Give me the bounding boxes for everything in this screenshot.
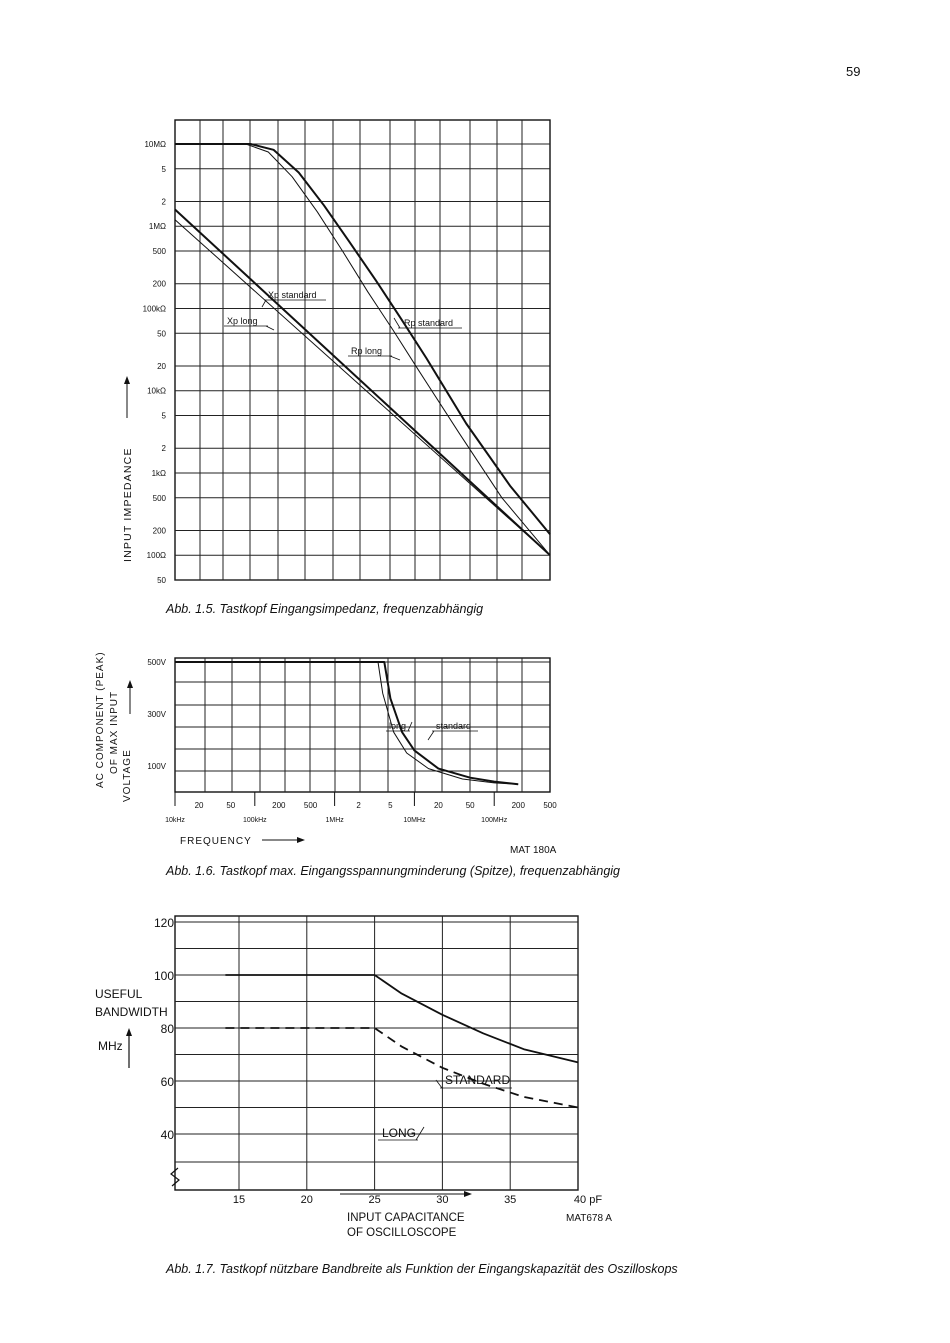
bandwidth-y-tick-label: 40 bbox=[160, 1128, 174, 1142]
bandwidth-y-axis-label bbox=[95, 987, 168, 1068]
voltage-decade-label: 10kHz bbox=[165, 817, 185, 824]
bandwidth-x-tick-label: 40 pF bbox=[573, 1194, 603, 1206]
bandwidth-grid bbox=[171, 916, 578, 1190]
voltage-annotations bbox=[386, 721, 478, 740]
bandwidth-x-tick-label: 20 bbox=[300, 1194, 313, 1206]
voltage-grid bbox=[175, 658, 550, 792]
voltage-ylabel-line-2: OF MAX INPUT bbox=[109, 690, 120, 774]
impedance-y-tick-label: 10MΩ bbox=[144, 140, 166, 149]
bandwidth-ylabel-line-2: BANDWIDTH bbox=[95, 1005, 168, 1019]
impedance-y-tick-label: 500 bbox=[152, 493, 166, 503]
voltage-frame bbox=[175, 658, 550, 792]
bandwidth-x-tick-label: 15 bbox=[232, 1194, 246, 1206]
bandwidth-series-long bbox=[225, 1028, 578, 1108]
voltage-decade-label: 10MHz bbox=[403, 817, 426, 824]
label-long: long bbox=[389, 721, 407, 731]
voltage-x-tick-label: 50 bbox=[226, 801, 236, 810]
bandwidth-y-tick-label: 100 bbox=[153, 969, 174, 983]
bandwidth-chart bbox=[0, 900, 950, 1250]
bandwidth-xlabel-line-1: INPUT CAPACITANCE bbox=[347, 1212, 465, 1224]
impedance-y-tick-label: 50 bbox=[157, 576, 166, 585]
impedance-y-axis-label bbox=[122, 376, 134, 562]
impedance-y-tick-label: 5 bbox=[161, 164, 166, 174]
impedance-annotations bbox=[224, 290, 462, 360]
caption-figure-1-5: Abb. 1.5. Tastkopf Eingangsimpedanz, frequenzabhängig bbox=[166, 602, 484, 616]
label-xp-standard: Xp standard bbox=[268, 290, 317, 300]
impedance-y-tick-label: 2 bbox=[161, 444, 166, 454]
bandwidth-series-standard bbox=[225, 975, 578, 1062]
voltage-y-tick-label: 300V bbox=[147, 710, 166, 719]
impedance-chart bbox=[0, 112, 950, 602]
bandwidth-annotations bbox=[378, 1073, 512, 1140]
bandwidth-y-tick-label: 80 bbox=[160, 1022, 174, 1036]
label-rp-long: Rp long bbox=[351, 346, 383, 356]
bandwidth-y-tick-labels bbox=[154, 916, 174, 1142]
voltage-ylabel-line-3: VOLTAGE bbox=[122, 749, 133, 802]
voltage-x-axis-label bbox=[180, 836, 305, 847]
bandwidth-x-tick-label: 35 bbox=[504, 1194, 517, 1206]
impedance-ylabel: INPUT IMPEDANCE bbox=[122, 447, 134, 562]
voltage-x-tick-label: 20 bbox=[194, 801, 204, 810]
bandwidth-x-axis-label bbox=[340, 1191, 472, 1239]
impedance-y-tick-label: 50 bbox=[157, 329, 166, 339]
impedance-y-tick-label: 100kΩ bbox=[142, 304, 166, 314]
bandwidth-series bbox=[225, 975, 578, 1108]
label-standard-bw: STANDARD bbox=[445, 1073, 511, 1087]
voltage-x-tick-label: 200 bbox=[511, 801, 525, 810]
voltage-x-tick-labels bbox=[165, 792, 557, 824]
label-rp-standard: Rp standard bbox=[404, 318, 454, 328]
bandwidth-xlabel-line-2: OF OSCILLOSCOPE bbox=[347, 1227, 457, 1239]
impedance-y-tick-label: 20 bbox=[157, 361, 166, 371]
voltage-x-tick-label: 5 bbox=[388, 801, 393, 810]
axis-break-mark bbox=[171, 1168, 179, 1186]
caption-figure-1-7: Abb. 1.7. Tastkopf nützbare Bandbreite als Funktion der Eingangskapazität des Oszilloskops bbox=[166, 1262, 678, 1276]
caption-figure-1-6: Abb. 1.6. Tastkopf max. Eingangsspannungminderung (Spitze), frequenzabhängig bbox=[166, 864, 621, 878]
impedance-y-tick-label: 5 bbox=[161, 411, 166, 421]
impedance-y-tick-label: 10kΩ bbox=[147, 386, 166, 396]
impedance-y-tick-labels bbox=[143, 140, 167, 585]
voltage-decade-label: 1MHz bbox=[325, 817, 344, 824]
voltage-y-tick-labels bbox=[147, 658, 166, 771]
impedance-y-tick-label: 500 bbox=[152, 247, 166, 257]
bandwidth-y-tick-label: 120 bbox=[153, 916, 174, 930]
voltage-x-tick-label: 500 bbox=[303, 801, 318, 810]
voltage-x-tick-label: 50 bbox=[465, 801, 475, 810]
voltage-y-tick-label: 500V bbox=[147, 658, 166, 667]
voltage-decade-label: 100kHz bbox=[242, 817, 267, 824]
voltage-chart bbox=[0, 630, 950, 865]
figure-code-mat180a: MAT 180A bbox=[510, 845, 557, 856]
bandwidth-x-tick-labels bbox=[233, 1194, 602, 1206]
voltage-y-tick-label: 100V bbox=[147, 762, 166, 771]
impedance-y-tick-label: 200 bbox=[152, 526, 166, 536]
bandwidth-y-tick-label: 60 bbox=[160, 1075, 174, 1089]
voltage-x-tick-label: 20 bbox=[433, 801, 443, 810]
figure-code-mat678a: MAT678 A bbox=[566, 1213, 612, 1224]
voltage-xlabel: FREQUENCY bbox=[180, 836, 252, 847]
impedance-series-rp-standard bbox=[175, 144, 550, 534]
voltage-decade-label: 100MHz bbox=[481, 817, 508, 824]
voltage-y-axis-label bbox=[95, 651, 133, 802]
bandwidth-ylabel-line-1: USEFUL bbox=[95, 987, 143, 1001]
bandwidth-ylabel-line-3: MHz bbox=[98, 1039, 123, 1053]
impedance-y-tick-label: 1kΩ bbox=[151, 468, 166, 478]
impedance-y-tick-label: 100Ω bbox=[146, 551, 166, 561]
bandwidth-frame bbox=[175, 916, 578, 1190]
label-xp-long: Xp long bbox=[227, 316, 258, 326]
voltage-x-tick-label: 200 bbox=[272, 801, 286, 810]
impedance-y-tick-label: 2 bbox=[161, 197, 166, 207]
voltage-x-tick-label: 500 bbox=[543, 801, 557, 810]
label-long-bw: LONG bbox=[382, 1126, 417, 1140]
label-standard: standard bbox=[436, 721, 472, 731]
bandwidth-x-tick-label: 30 bbox=[436, 1194, 449, 1206]
page-number: 59 bbox=[846, 64, 861, 79]
voltage-ylabel-line-1: AC COMPONENT (PEAK) bbox=[95, 651, 106, 788]
impedance-y-tick-label: 200 bbox=[152, 279, 166, 289]
impedance-y-tick-label: 1MΩ bbox=[148, 222, 166, 232]
impedance-series-xp-long bbox=[175, 220, 550, 556]
voltage-x-tick-label: 2 bbox=[356, 801, 361, 810]
bandwidth-x-tick-label: 25 bbox=[368, 1194, 381, 1206]
